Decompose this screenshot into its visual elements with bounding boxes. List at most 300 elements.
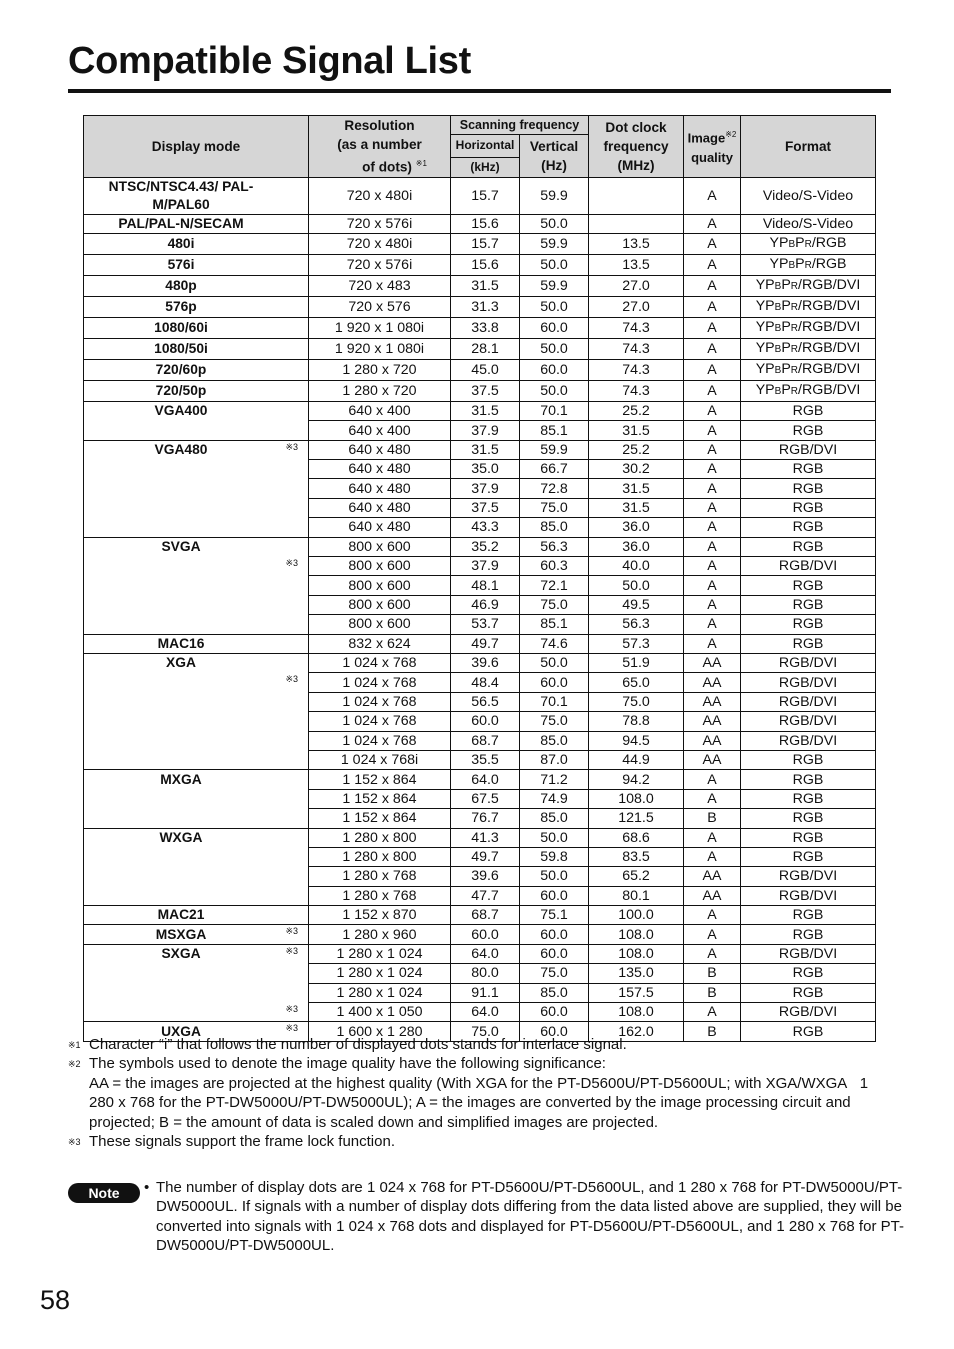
format-text: /RGB/DVI xyxy=(798,360,861,377)
horizontal-cell: 75.0 xyxy=(451,1022,520,1041)
resolution-cell: 1 152 x 870 xyxy=(309,906,451,925)
dot-clock-cell: 56.3 xyxy=(589,615,684,634)
header-format: Format xyxy=(741,116,876,178)
horizontal-cell: 64.0 xyxy=(451,944,520,963)
resolution-cell: 1 152 x 864 xyxy=(309,809,451,828)
display-mode-cell: VGA400 xyxy=(84,401,309,420)
dot-clock-cell: 51.9 xyxy=(589,654,684,673)
table-row xyxy=(84,440,876,459)
display-mode-cell xyxy=(84,750,309,769)
horizontal-cell: 45.0 xyxy=(451,359,520,380)
footnote-1 xyxy=(68,1035,888,1054)
header-vertical-line2: (Hz) xyxy=(541,157,567,173)
format-subscript: B xyxy=(774,364,782,376)
resolution-cell: 720 x 483 xyxy=(309,275,451,296)
image-quality-cell: A xyxy=(684,479,741,498)
header-resolution-line3-text: of dots) xyxy=(362,159,412,175)
image-quality-cell: A xyxy=(684,317,741,338)
horizontal-cell: 37.9 xyxy=(451,557,520,576)
display-mode-cell xyxy=(84,460,309,479)
dot-clock-cell: 30.2 xyxy=(589,460,684,479)
resolution-cell: 640 x 480 xyxy=(309,460,451,479)
horizontal-cell: 31.3 xyxy=(451,296,520,317)
format-cell: RGB xyxy=(741,421,876,440)
display-mode-cell xyxy=(84,731,309,750)
table-row xyxy=(84,317,876,338)
resolution-cell: 1 024 x 768 xyxy=(309,731,451,750)
format-subscript: R xyxy=(790,280,799,292)
note-bullet: • xyxy=(144,1179,150,1196)
resolution-cell: 1 024 x 768 xyxy=(309,673,451,692)
format-cell: RGB/DVI xyxy=(741,557,876,576)
footnote-1-text: Character “i” that follows the number of displayed dots stands for interlace signal. xyxy=(89,1036,627,1053)
table-row xyxy=(84,809,876,828)
image-quality-cell: A xyxy=(684,925,741,944)
format-cell: RGB xyxy=(741,615,876,634)
resolution-cell: 1 920 x 1 080i xyxy=(309,317,451,338)
footnote-ref-1: ※1 xyxy=(415,159,427,168)
vertical-cell: 85.0 xyxy=(520,518,589,537)
format-cell: RGB xyxy=(741,809,876,828)
horizontal-cell: 60.0 xyxy=(451,712,520,731)
table-row xyxy=(84,712,876,731)
image-quality-cell: A xyxy=(684,460,741,479)
format-cell: RGB/DVI xyxy=(741,886,876,905)
dot-clock-cell: 31.5 xyxy=(589,498,684,517)
image-quality-cell: B xyxy=(684,983,741,1002)
image-quality-cell: AA xyxy=(684,886,741,905)
resolution-cell: 640 x 400 xyxy=(309,401,451,420)
vertical-cell: 75.1 xyxy=(520,906,589,925)
image-quality-cell: A xyxy=(684,789,741,808)
format-text: /RGB xyxy=(811,234,847,251)
format-cell: RGB/DVI xyxy=(741,712,876,731)
table-row xyxy=(84,537,876,556)
image-quality-cell: A xyxy=(684,847,741,866)
horizontal-cell: 80.0 xyxy=(451,964,520,983)
image-quality-cell: A xyxy=(684,557,741,576)
table-row xyxy=(84,518,876,537)
display-mode-cell: XGA xyxy=(84,654,309,673)
image-quality-cell: A xyxy=(684,537,741,556)
display-mode-cell: MXGA xyxy=(84,770,309,789)
vertical-cell: 70.1 xyxy=(520,692,589,711)
format-cell: RGB xyxy=(741,479,876,498)
resolution-cell: 1 920 x 1 080i xyxy=(309,338,451,359)
header-image-quality-line1-text: Image xyxy=(687,129,726,145)
display-mode-cell xyxy=(84,789,309,808)
image-quality-cell: A xyxy=(684,338,741,359)
vertical-cell: 60.3 xyxy=(520,557,589,576)
format-subscript: R xyxy=(790,385,799,397)
dot-clock-cell: 31.5 xyxy=(589,479,684,498)
resolution-cell: 640 x 480 xyxy=(309,498,451,517)
resolution-cell: 1 152 x 864 xyxy=(309,789,451,808)
vertical-cell: 50.0 xyxy=(520,338,589,359)
horizontal-cell: 64.0 xyxy=(451,1003,520,1022)
header-display-mode: Display mode xyxy=(84,116,309,178)
resolution-cell: 720 x 576i xyxy=(309,254,451,275)
table-row xyxy=(84,177,876,214)
horizontal-cell: 48.4 xyxy=(451,673,520,692)
header-dot-clock-line3: (MHz) xyxy=(617,157,655,173)
vertical-cell: 85.1 xyxy=(520,615,589,634)
resolution-cell: 1 024 x 768 xyxy=(309,654,451,673)
display-mode-cell xyxy=(84,576,309,595)
image-quality-cell: AA xyxy=(684,692,741,711)
vertical-cell: 85.0 xyxy=(520,983,589,1002)
vertical-cell: 70.1 xyxy=(520,401,589,420)
resolution-cell: 640 x 400 xyxy=(309,421,451,440)
compatible-signal-table xyxy=(83,115,876,1042)
dot-clock-cell: 108.0 xyxy=(589,789,684,808)
image-quality-cell: AA xyxy=(684,712,741,731)
resolution-cell: 800 x 600 xyxy=(309,576,451,595)
dot-clock-cell: 13.5 xyxy=(589,254,684,275)
image-quality-cell: AA xyxy=(684,673,741,692)
resolution-cell: 720 x 576i xyxy=(309,214,451,233)
dot-clock-cell: 25.2 xyxy=(589,401,684,420)
dot-clock-cell: 74.3 xyxy=(589,359,684,380)
header-horizontal-unit: (kHz) xyxy=(451,157,520,177)
image-quality-cell: A xyxy=(684,518,741,537)
format-text: P xyxy=(795,234,805,251)
image-quality-cell: A xyxy=(684,634,741,653)
format-subscript: B xyxy=(774,385,782,397)
format-text: /RGB/DVI xyxy=(798,381,861,398)
resolution-cell: 1 280 x 800 xyxy=(309,847,451,866)
vertical-cell: 50.0 xyxy=(520,654,589,673)
vertical-cell: 59.8 xyxy=(520,847,589,866)
table-row xyxy=(84,925,876,944)
dot-clock-cell: 100.0 xyxy=(589,906,684,925)
display-mode-cell: 480i xyxy=(84,233,309,254)
image-quality-cell: A xyxy=(684,214,741,233)
header-vertical xyxy=(520,135,589,178)
table-row xyxy=(84,296,876,317)
display-mode-cell xyxy=(84,498,309,517)
format-cell: RGB xyxy=(741,847,876,866)
table-row xyxy=(84,770,876,789)
display-mode-cell: MAC16 xyxy=(84,634,309,653)
vertical-cell: 59.9 xyxy=(520,233,589,254)
vertical-cell: 75.0 xyxy=(520,964,589,983)
format-cell xyxy=(741,359,876,380)
table-row xyxy=(84,944,876,963)
vertical-cell: 72.8 xyxy=(520,479,589,498)
table-row xyxy=(84,338,876,359)
format-subscript: B xyxy=(774,343,782,355)
table-row xyxy=(84,750,876,769)
resolution-cell: 800 x 600 xyxy=(309,557,451,576)
resolution-cell: 720 x 576 xyxy=(309,296,451,317)
format-cell xyxy=(741,275,876,296)
header-resolution xyxy=(309,116,451,178)
image-quality-cell: A xyxy=(684,233,741,254)
format-cell: RGB xyxy=(741,576,876,595)
dot-clock-cell: 83.5 xyxy=(589,847,684,866)
dot-clock-cell: 40.0 xyxy=(589,557,684,576)
format-text: /RGB/DVI xyxy=(798,276,861,293)
footnote-1-mark: ※1 xyxy=(68,1040,81,1050)
header-scanning-frequency: Scanning frequency xyxy=(451,116,589,135)
note-badge: Note xyxy=(68,1183,140,1203)
horizontal-cell: 15.6 xyxy=(451,214,520,233)
display-mode-cell xyxy=(84,983,309,1002)
vertical-cell: 59.9 xyxy=(520,275,589,296)
dot-clock-cell: 65.0 xyxy=(589,673,684,692)
footnote-3-mark: ※3 xyxy=(68,1137,81,1148)
format-cell: RGB xyxy=(741,595,876,614)
format-cell: RGB xyxy=(741,518,876,537)
format-text: YP xyxy=(769,234,789,251)
dot-clock-cell: 94.5 xyxy=(589,731,684,750)
horizontal-cell: 53.7 xyxy=(451,615,520,634)
format-cell: RGB/DVI xyxy=(741,673,876,692)
format-text: YP xyxy=(755,318,775,335)
resolution-cell: 1 024 x 768 xyxy=(309,712,451,731)
resolution-cell: 1 280 x 960 xyxy=(309,925,451,944)
vertical-cell: 66.7 xyxy=(520,460,589,479)
format-text: P xyxy=(781,381,791,398)
format-text: P xyxy=(781,318,791,335)
resolution-cell: 640 x 480 xyxy=(309,518,451,537)
horizontal-cell: 31.5 xyxy=(451,401,520,420)
display-mode-cell: SVGA xyxy=(84,537,309,556)
horizontal-cell: 28.1 xyxy=(451,338,520,359)
image-quality-cell: A xyxy=(684,828,741,847)
header-resolution-line2: (as a number xyxy=(337,137,422,152)
resolution-cell: 1 280 x 1 024 xyxy=(309,983,451,1002)
format-text: YP xyxy=(755,297,775,314)
header-image-quality xyxy=(684,116,741,178)
format-subscript: R xyxy=(790,322,799,334)
page-title: Compatible Signal List xyxy=(68,40,471,82)
table-row xyxy=(84,214,876,233)
image-quality-cell: AA xyxy=(684,731,741,750)
display-mode-cell: 576i xyxy=(84,254,309,275)
horizontal-cell: 15.7 xyxy=(451,233,520,254)
footnote-2-mark: ※2 xyxy=(68,1059,81,1070)
resolution-cell: 800 x 600 xyxy=(309,537,451,556)
format-cell: RGB xyxy=(741,770,876,789)
image-quality-cell: A xyxy=(684,595,741,614)
format-subscript: R xyxy=(790,343,799,355)
horizontal-cell: 76.7 xyxy=(451,809,520,828)
table-row xyxy=(84,615,876,634)
horizontal-cell: 68.7 xyxy=(451,731,520,750)
horizontal-cell: 37.9 xyxy=(451,479,520,498)
format-subscript: R xyxy=(790,364,799,376)
display-mode-cell xyxy=(84,557,309,576)
horizontal-cell: 37.9 xyxy=(451,421,520,440)
format-cell: RGB xyxy=(741,789,876,808)
vertical-cell: 59.9 xyxy=(520,177,589,214)
display-mode-cell: 1080/50i xyxy=(84,338,309,359)
footnotes xyxy=(68,1035,888,1151)
resolution-cell: 640 x 480 xyxy=(309,479,451,498)
table-row xyxy=(84,254,876,275)
vertical-cell: 74.6 xyxy=(520,634,589,653)
format-text: P xyxy=(781,297,791,314)
image-quality-cell: AA xyxy=(684,654,741,673)
table-row xyxy=(84,401,876,420)
vertical-cell: 50.0 xyxy=(520,296,589,317)
note-text: The number of display dots are 1 024 x 768 for PT-D5600U/PT-D5600UL, and 1 280 x 768 for PT-DW5000U/PT-DW5000UL. If signals with a number of display dots differing from the data listed above are supplied, they will be converted into signals with 1 024 x 768 dots and displayed for PT-D5600U/PT-D5600UL, and 1 280 x 768 for PT-DW5000U/PT-DW5000UL. xyxy=(156,1179,904,1255)
dot-clock-cell: 108.0 xyxy=(589,925,684,944)
footnote-2 xyxy=(68,1054,888,1132)
resolution-cell: 1 024 x 768i xyxy=(309,750,451,769)
dot-clock-cell xyxy=(589,177,684,214)
horizontal-cell: 39.6 xyxy=(451,654,520,673)
horizontal-cell: 37.5 xyxy=(451,498,520,517)
dot-clock-cell: 94.2 xyxy=(589,770,684,789)
dot-clock-cell: 74.3 xyxy=(589,338,684,359)
image-quality-cell: B xyxy=(684,1022,741,1041)
dot-clock-cell xyxy=(589,214,684,233)
horizontal-cell: 64.0 xyxy=(451,770,520,789)
dot-clock-cell: 13.5 xyxy=(589,233,684,254)
resolution-cell: 1 280 x 768 xyxy=(309,867,451,886)
table-row xyxy=(84,983,876,1002)
header-image-quality-line2: quality xyxy=(691,149,733,165)
dot-clock-cell: 27.0 xyxy=(589,296,684,317)
format-subscript: B xyxy=(774,322,782,334)
footnote-3 xyxy=(68,1132,888,1151)
format-text: /RGB xyxy=(811,255,847,272)
resolution-cell: 800 x 600 xyxy=(309,595,451,614)
format-cell: RGB xyxy=(741,750,876,769)
vertical-cell: 50.0 xyxy=(520,380,589,401)
format-cell: RGB xyxy=(741,983,876,1002)
resolution-cell: 832 x 624 xyxy=(309,634,451,653)
horizontal-cell: 15.6 xyxy=(451,254,520,275)
vertical-cell: 75.0 xyxy=(520,595,589,614)
horizontal-cell: 35.2 xyxy=(451,537,520,556)
image-quality-cell: A xyxy=(684,615,741,634)
table-row xyxy=(84,886,876,905)
table-row xyxy=(84,479,876,498)
dot-clock-cell: 162.0 xyxy=(589,1022,684,1041)
table-row xyxy=(84,654,876,673)
image-quality-cell: A xyxy=(684,380,741,401)
vertical-cell: 74.9 xyxy=(520,789,589,808)
table-row xyxy=(84,867,876,886)
format-subscript: B xyxy=(788,238,796,250)
format-text: P xyxy=(781,276,791,293)
format-cell: RGB xyxy=(741,498,876,517)
table-row xyxy=(84,964,876,983)
header-horizontal: Horizontal xyxy=(451,135,520,158)
vertical-cell: 50.0 xyxy=(520,867,589,886)
format-text: YP xyxy=(755,276,775,293)
resolution-cell: 1 280 x 1 024 xyxy=(309,964,451,983)
header-dot-clock-line2: frequency xyxy=(603,138,669,154)
display-mode-cell: 1080/60i xyxy=(84,317,309,338)
format-cell: RGB xyxy=(741,1022,876,1041)
image-quality-cell: A xyxy=(684,296,741,317)
vertical-cell: 87.0 xyxy=(520,750,589,769)
dot-clock-cell: 50.0 xyxy=(589,576,684,595)
format-subscript: B xyxy=(774,301,782,313)
format-cell xyxy=(741,338,876,359)
table-row xyxy=(84,673,876,692)
vertical-cell: 60.0 xyxy=(520,886,589,905)
vertical-cell: 75.0 xyxy=(520,498,589,517)
dot-clock-cell: 65.2 xyxy=(589,867,684,886)
format-text: /RGB/DVI xyxy=(798,339,861,356)
dot-clock-cell: 31.5 xyxy=(589,421,684,440)
table-row xyxy=(84,906,876,925)
table-row xyxy=(84,634,876,653)
horizontal-cell: 49.7 xyxy=(451,634,520,653)
vertical-cell: 50.0 xyxy=(520,214,589,233)
dot-clock-cell: 36.0 xyxy=(589,518,684,537)
vertical-cell: 60.0 xyxy=(520,1022,589,1041)
display-mode-cell xyxy=(84,479,309,498)
resolution-cell: 1 024 x 768 xyxy=(309,692,451,711)
vertical-cell: 60.0 xyxy=(520,944,589,963)
resolution-cell: 720 x 480i xyxy=(309,233,451,254)
dot-clock-cell: 75.0 xyxy=(589,692,684,711)
horizontal-cell: 60.0 xyxy=(451,925,520,944)
table-row xyxy=(84,421,876,440)
display-mode-cell xyxy=(84,518,309,537)
dot-clock-cell: 74.3 xyxy=(589,317,684,338)
display-mode-cell xyxy=(84,692,309,711)
footnote-2-text: The symbols used to denote the image quality have the following significance: xyxy=(89,1055,606,1073)
display-mode-cell xyxy=(84,809,309,828)
display-mode-cell: 720/60p xyxy=(84,359,309,380)
image-quality-cell: AA xyxy=(684,750,741,769)
display-mode-cell xyxy=(84,595,309,614)
horizontal-cell: 41.3 xyxy=(451,828,520,847)
image-quality-cell: A xyxy=(684,421,741,440)
format-cell: RGB xyxy=(741,964,876,983)
image-quality-cell: A xyxy=(684,1003,741,1022)
dot-clock-cell: 68.6 xyxy=(589,828,684,847)
header-image-quality-line1 xyxy=(684,125,740,148)
footnote-2-detail: AA = the images are projected at the highest quality (With XGA for the PT-D5600U/PT-D5600UL; with XGA/WXGA 1 280 x 768 for the PT-DW5000U/PT-DW5000UL); A = the images are converted by the image processing circuit and projected; B = the amount of data is scaled down and simplified images are projected. xyxy=(89,1074,869,1131)
table-row xyxy=(84,233,876,254)
display-mode-cell: 576p xyxy=(84,296,309,317)
table-row xyxy=(84,828,876,847)
table-row xyxy=(84,576,876,595)
dot-clock-cell: 57.3 xyxy=(589,634,684,653)
image-quality-cell: A xyxy=(684,498,741,517)
dot-clock-cell: 44.9 xyxy=(589,750,684,769)
format-cell: Video/S-Video xyxy=(741,214,876,233)
format-cell: RGB/DVI xyxy=(741,692,876,711)
dot-clock-cell: 25.2 xyxy=(589,440,684,459)
header-resolution-line1: Resolution xyxy=(344,118,415,133)
table-row xyxy=(84,595,876,614)
format-cell: RGB xyxy=(741,634,876,653)
horizontal-cell: 56.5 xyxy=(451,692,520,711)
format-cell: RGB xyxy=(741,906,876,925)
horizontal-cell: 47.7 xyxy=(451,886,520,905)
footnote-3-text: These signals support the frame lock function. xyxy=(89,1133,395,1151)
table-row xyxy=(84,731,876,750)
format-cell xyxy=(741,380,876,401)
display-mode-cell xyxy=(84,712,309,731)
dot-clock-cell: 121.5 xyxy=(589,809,684,828)
table-row xyxy=(84,557,876,576)
dot-clock-cell: 108.0 xyxy=(589,1003,684,1022)
table-row xyxy=(84,275,876,296)
display-mode-cell xyxy=(84,1003,309,1022)
vertical-cell: 50.0 xyxy=(520,254,589,275)
